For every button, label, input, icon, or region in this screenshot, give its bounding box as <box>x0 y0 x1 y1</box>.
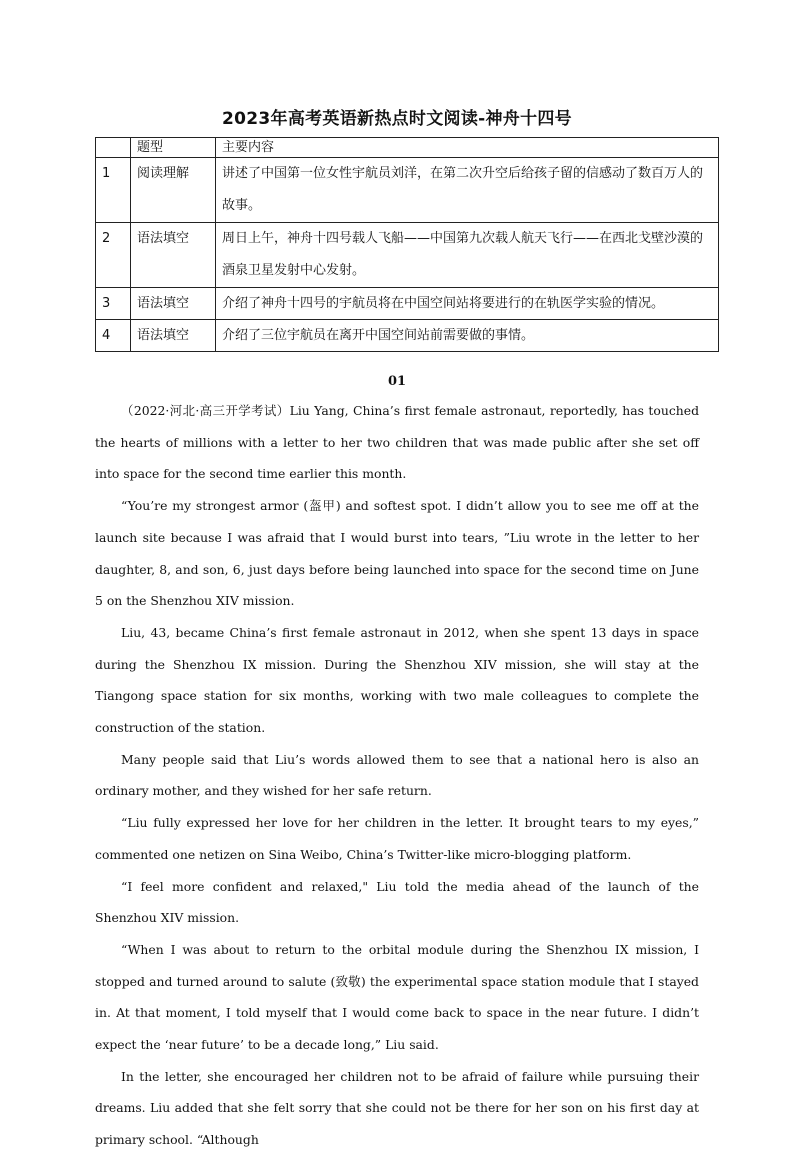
row-number: 2 <box>96 223 131 288</box>
table-row <box>96 320 719 352</box>
question-type: 语法填空 <box>131 320 216 352</box>
table-row <box>96 288 719 320</box>
passage-paragraph: Liu, 43, became China’s first female astronaut in 2012, when she spent 13 days in space during the Shenzhou IX mission. During the Shenzhou XIV mission, she will stay at the Tiangong space station for six months, working with two male colleagues to complete the construction of the station. <box>95 624 699 736</box>
section-number: 01 <box>387 374 407 389</box>
summary-table <box>95 137 719 352</box>
table-row <box>96 223 719 288</box>
table-header-cell <box>96 138 131 158</box>
row-number: 3 <box>96 288 131 320</box>
passage-paragraph: Many people said that Liu’s words allowed them to see that a national hero is also an ordinary mother, and they wished for her safe return. <box>95 751 699 799</box>
row-number: 1 <box>96 158 131 223</box>
main-content: 介绍了三位宇航员在离开中国空间站前需要做的事情。 <box>216 320 719 352</box>
passage-paragraph: （2022·河北·高三开学考试）Liu Yang, China’s first female astronaut, reportedly, has touched the hearts of millions with a letter to her two children that was made public after she set off into space for the second time earlier this month. <box>95 403 699 482</box>
table-row <box>96 158 719 223</box>
main-content: 介绍了神舟十四号的宇航员将在中国空间站将要进行的在轨医学实验的情况。 <box>216 288 719 320</box>
question-type: 语法填空 <box>131 223 216 288</box>
table-header-cell: 主要内容 <box>216 138 719 158</box>
question-type: 语法填空 <box>131 288 216 320</box>
table-header-cell: 题型 <box>131 138 216 158</box>
passage-paragraph: “Liu fully expressed her love for her children in the letter. It brought tears to my eyes,” commented one netizen on Sina Weibo, China’s Twitter-like micro-blogging platform. <box>95 815 699 862</box>
table-header-row <box>96 138 719 158</box>
passage-paragraph: “When I was about to return to the orbital module during the Shenzhou IX mission, I stopped and turned around to salute (致敬) the experimental space station module that I stayed in. At that moment, I told myself that I would come back to space in the near future. I didn’t expect the ‘near future’ to be a decade long,” Liu said. <box>95 941 699 1053</box>
question-type: 阅读理解 <box>131 158 216 223</box>
main-content: 周日上午，神舟十四号载人飞船——中国第九次载人航天飞行——在西北戈壁沙漠的酒泉卫星发射中心发射。 <box>216 223 719 288</box>
passage-paragraph: “You’re my strongest armor (盔甲) and softest spot. I didn’t allow you to see me off at the launch site because I was afraid that I would burst into tears, ”Liu wrote in the letter to her daughter, 8, and son, 6, just days before being launched into space for the second time on June 5 on the Shenzhou XIV mission. <box>95 498 699 609</box>
passage-paragraph: In the letter, she encouraged her children not to be afraid of failure while pursuing their dreams. Liu added that she felt sorry that she could not be there for her son on his first day at primary school. “Although <box>95 1068 699 1148</box>
row-number: 4 <box>96 320 131 352</box>
main-content: 讲述了中国第一位女性宇航员刘洋，在第二次升空后给孩子留的信感动了数百万人的故事。 <box>216 158 719 223</box>
passage-paragraph: “I feel more confident and relaxed," Liu told the media ahead of the launch of the Shenzhou XIV mission. <box>95 878 699 926</box>
page-title: 2023年高考英语新热点时文阅读-神舟十四号 <box>222 109 572 129</box>
reading-passage <box>95 395 699 1156</box>
